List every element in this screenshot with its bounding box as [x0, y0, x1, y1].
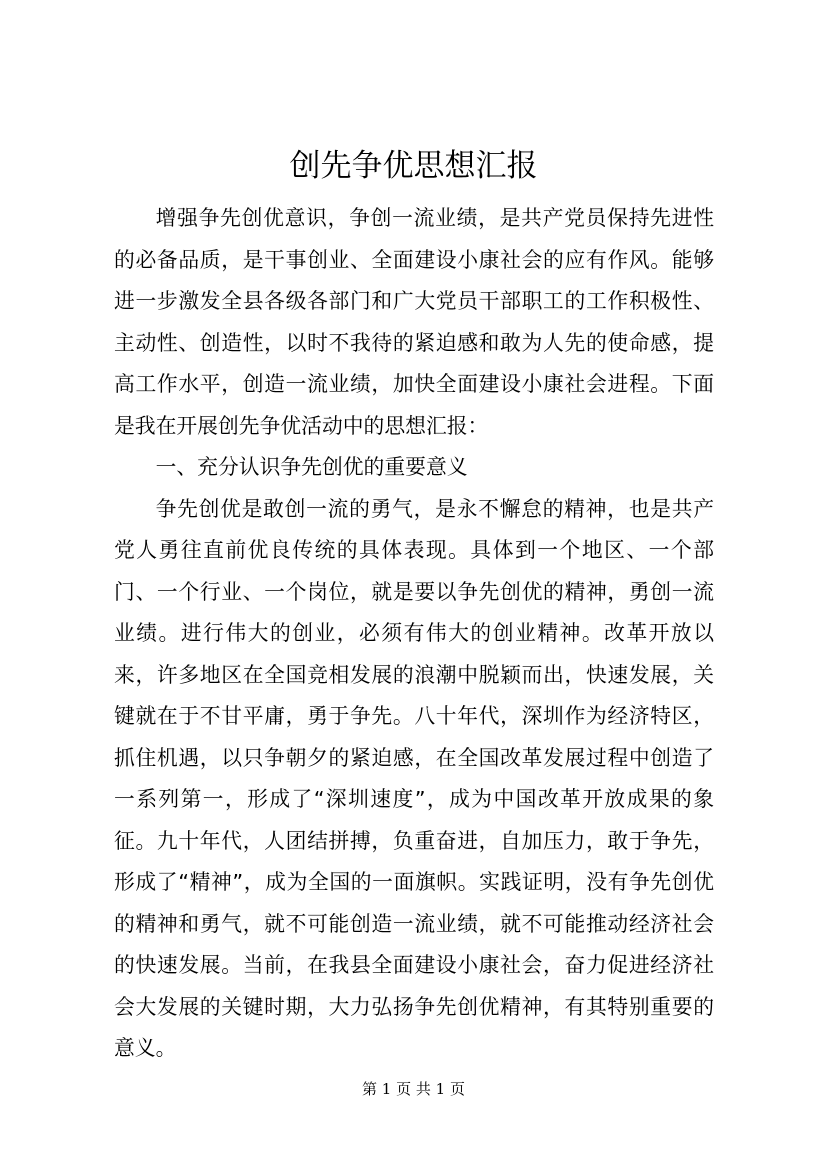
- document-title: 创先争优思想汇报: [289, 148, 538, 184]
- section-heading-1: 一、充分认识争先创优的重要意义: [155, 455, 468, 479]
- page-footer: 第 1 页 共 1 页: [362, 1080, 465, 1098]
- paragraph-section-1: 争先创优是敢创一流的勇气，是永不懈怠的精神，也是共产党人勇往直前优良传统的具体表现。具体到一个地区、一个部门、一个行业、一个岗位，就是要以争先创优的精神，勇创一流业绩。进行伟大的创业，必须有伟大的创业精神。改革开放以来，许多地区在全国竞相发展的浪潮中脱颖而出，快速发展，关键就在于不甘平庸，勇于争先。八十年代，深圳作为经济特区，抓住机遇，以只争朝夕的紧迫感，在全国改革发展过程中创造了一系列第一，形成了“深圳速度”，成为中国改革开放成果的象征。九十年代，人团结拼搏，负重奋进，自加压力，敢于争先，形成了“精神”，成为全国的一面旗帜。实践证明，没有争先创优的精神和勇气，就不可能创造一流业绩，就不可能推动经济社会的快速发展。当前，在我县全面建设小康社会，奋力促进经济社会大发展的关键时期，大力弘扬争先创优精神，有其特别重要的意义。: [114, 496, 714, 1060]
- paragraph-intro: 增强争先创优意识，争创一流业绩，是共产党员保持先进性的必备品质，是干事创业、全面建设小康社会的应有作风。能够进一步激发全县各级各部门和广大党员干部职工的工作积极性、主动性、创造性，以时不我待的紧迫感和敢为人先的使命感，提高工作水平，创造一流业绩，加快全面建设小康社会进程。下面是我在开展创先争优活动中的思想汇报：: [114, 206, 714, 438]
- document-body: [114, 198, 714, 1070]
